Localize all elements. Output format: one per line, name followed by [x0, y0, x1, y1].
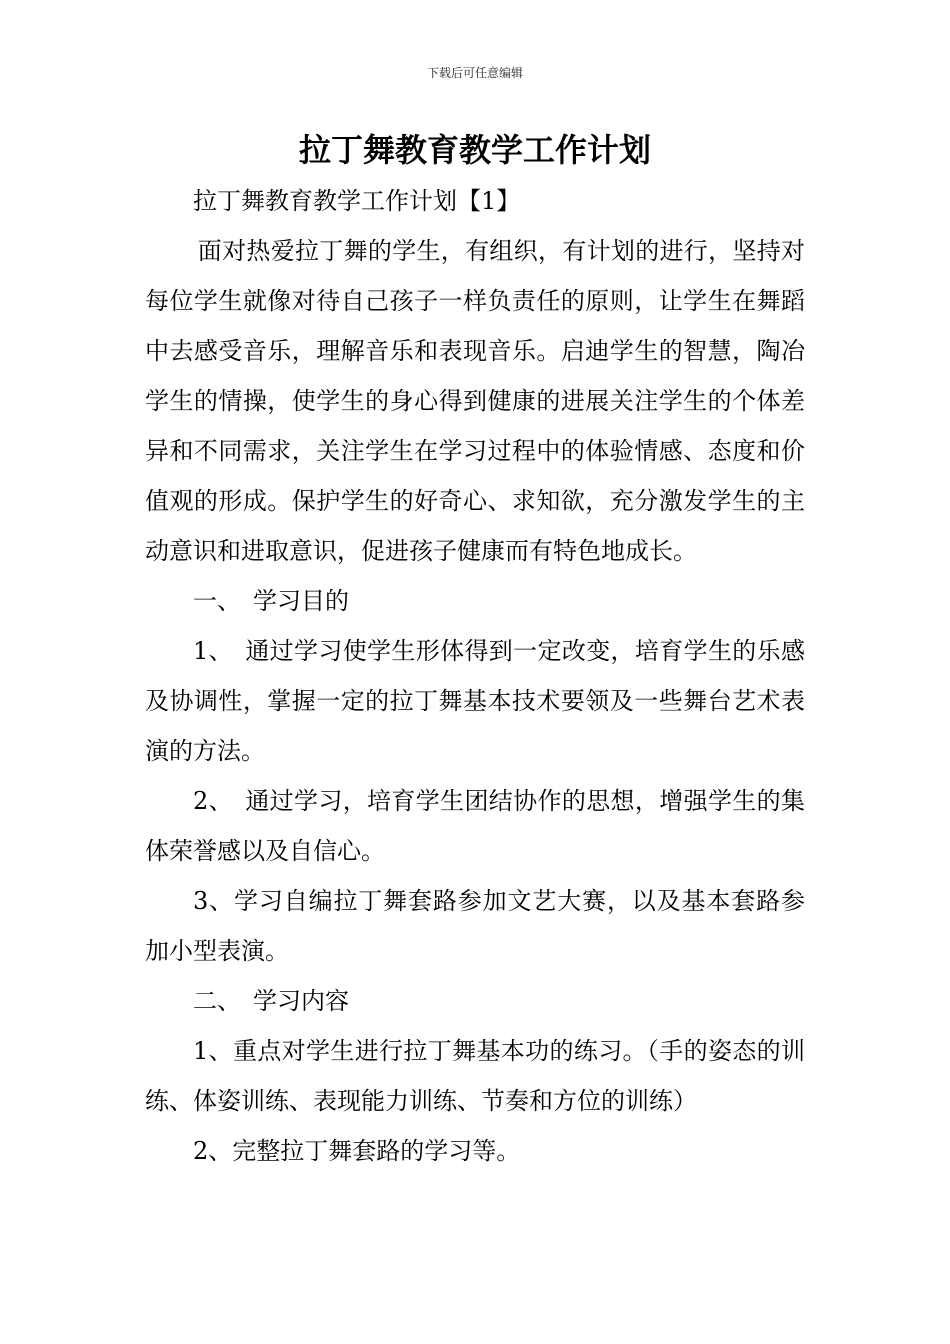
header-note: 下载后可任意编辑 — [426, 66, 523, 80]
document-subtitle: 拉丁舞教育教学工作计划【1】 — [193, 187, 521, 215]
content-item-1: 1、重点对学生进行拉丁舞基本功的练习。（手的姿态的训练、体姿训练、表现能力训练、节奏和方位的训练） — [145, 1037, 805, 1115]
goal-item-2: 2、 通过学习，培育学生团结协作的思想，增强学生的集体荣誉感以及自信心。 — [145, 787, 805, 865]
intro-paragraph: 面对热爱拉丁舞的学生，有组织，有计划的进行，坚持对每位学生就像对待自己孩子一样负责任的原则，让学生在舞蹈中去感受音乐，理解音乐和表现音乐。启迪学生的智慧，陶冶学生的情操，使学生的身心得到健康的进展关注学生的个体差异和不同需求，关注学生在学习过程中的体验情感、态度和价值观的形成。保护学生的好奇心、求知欲，充分激发学生的主动意识和进取意识，促进孩子健康而有特色地成长。 — [145, 237, 805, 565]
goal-item-3: 3、学习自编拉丁舞套路参加文艺大赛，以及基本套路参加小型表演。 — [145, 887, 805, 965]
content-item-2: 2、完整拉丁舞套路的学习等。 — [193, 1137, 521, 1165]
document-title: 拉丁舞教育教学工作计划 — [298, 131, 651, 169]
section-heading-2: 二、 学习内容 — [193, 987, 349, 1015]
document-body — [145, 176, 805, 1176]
goal-item-1: 1、 通过学习使学生形体得到一定改变，培育学生的乐感及协调性，掌握一定的拉丁舞基本技术要领及一些舞台艺术表演的方法。 — [145, 637, 805, 765]
section-heading-1: 一、 学习目的 — [193, 587, 349, 615]
